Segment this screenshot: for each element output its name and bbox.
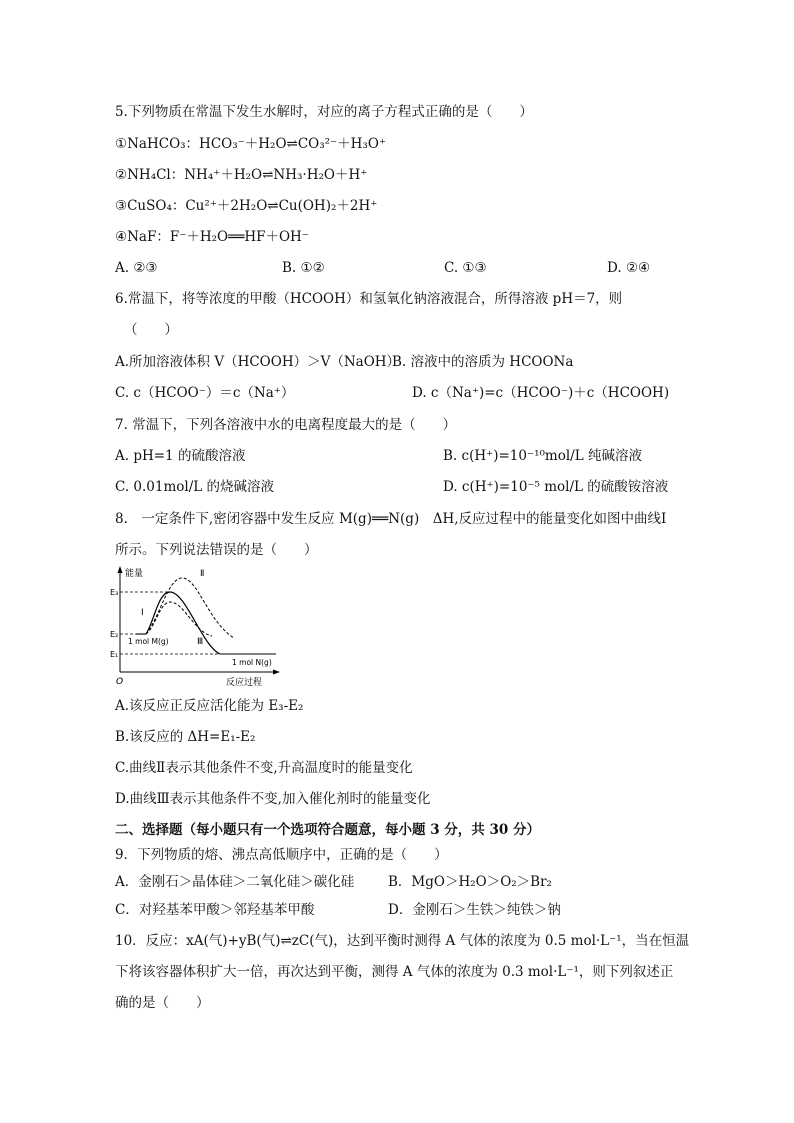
q6-stem-line2: （ ） <box>124 322 178 338</box>
q5-item-2: ②NH₄Cl：NH₄⁺＋H₂O⇌NH₃·H₂O＋H⁺ <box>115 167 368 183</box>
q8-option-a: A.该反应正反应活化能为 E₃-E₂ <box>115 698 304 714</box>
q5-item-3: ③CuSO₄：Cu²⁺＋2H₂O⇌Cu(OH)₂＋2H⁺ <box>115 198 378 214</box>
q5-stem: 5.下列物质在常温下发生水解时，对应的离子方程式正确的是（ ） <box>115 104 533 120</box>
e1-label: E₁ <box>110 650 119 659</box>
y-axis-arrow <box>118 566 123 573</box>
curve-1-label: Ⅰ <box>141 608 144 618</box>
q7-option-d: D. c(H⁺)=10⁻⁵ mol/L 的硫酸铵溶液 <box>443 479 669 495</box>
curve-3 <box>146 602 212 636</box>
q9-option-c: C．对羟基苯甲酸＞邻羟基苯甲酸 <box>115 902 315 918</box>
q5-option-a: A. ②③ <box>115 260 158 276</box>
energy-diagram <box>108 562 280 688</box>
q8-option-c: C.曲线Ⅱ表示其他条件不变,升高温度时的能量变化 <box>115 760 413 776</box>
y-axis-label: 能量 <box>125 569 144 579</box>
e2-label: E₂ <box>110 630 119 639</box>
q7-option-a: A. pH=1 的硫酸溶液 <box>115 448 246 464</box>
product-label: 1 mol N(g) <box>232 658 272 667</box>
q9-option-d: D．金刚石＞生铁＞纯铁＞钠 <box>388 902 561 918</box>
e3-label: E₃ <box>110 588 119 597</box>
q9-stem: 9．下列物质的熔、沸点高低顺序中，正确的是（ ） <box>115 847 448 863</box>
q10-line1: 10．反应：xA(气)+yB(气)⇌zC(气)，达到平衡时测得 A 气体的浓度为 0.5 mol·L⁻¹，当在恒温 <box>115 933 690 949</box>
q9-option-b: B．MgO＞H₂O＞O₂＞Br₂ <box>388 874 552 890</box>
x-axis-arrow <box>273 670 280 675</box>
q6-option-a: A.所加溶液体积 V（HCOOH）＞V（NaOH） <box>115 354 401 370</box>
q6-stem-line1: 6.常温下，将等浓度的甲酸（HCOOH）和氢氧化钠溶液混合，所得溶液 pH＝7，则 <box>115 291 623 307</box>
q6-option-c: C. c（HCOO⁻）＝c（Na⁺） <box>115 385 295 401</box>
q5-option-c: C. ①③ <box>444 260 487 276</box>
q5-option-b: B. ①② <box>282 260 325 276</box>
q7-stem: 7. 常温下，下列各溶液中水的电离程度最大的是（ ） <box>115 417 457 433</box>
q8-option-b: B.该反应的 ΔH=E₁-E₂ <box>115 729 256 745</box>
q7-option-b: B. c(H⁺)=10⁻¹⁰mol/L 纯碱溶液 <box>443 448 642 464</box>
q10-line3: 确的是（ ） <box>115 995 210 1011</box>
reactant-label: 1 mol M(g) <box>128 637 169 646</box>
x-axis-label: 反应过程 <box>226 678 263 688</box>
q8-option-d: D.曲线Ⅲ表示其他条件不变,加入催化剂时的能量变化 <box>115 791 431 807</box>
curve-2 <box>146 578 234 638</box>
curve-3-label: Ⅲ <box>197 637 204 647</box>
q5-item-1: ①NaHCO₃：HCO₃⁻＋H₂O⇌CO₃²⁻＋H₃O⁺ <box>115 136 387 152</box>
section-2-heading: 二、选择题（每小题只有一个选项符合题意，每小题 3 分，共 30 分） <box>115 822 540 838</box>
q5-item-4: ④NaF：F⁻＋H₂O══HF＋OH⁻ <box>115 229 309 245</box>
q8-stem-line2: 所示。下列说法错误的是（ ） <box>115 542 318 558</box>
q5-option-d: D. ②④ <box>607 260 651 276</box>
curve-2-label: Ⅱ <box>200 569 205 579</box>
q10-line2: 下将该容器体积扩大一倍，再次达到平衡，测得 A 气体的浓度为 0.3 mol·L⁻¹，则下列叙述正 <box>115 964 674 980</box>
q8-stem-line1: 8. 一定条件下,密闭容器中发生反应 M(g)══N(g) ΔH,反应过程中的能量变化如图中曲线Ⅰ <box>115 511 667 527</box>
q9-option-a: A．金刚石＞晶体硅＞二氧化硅＞碳化硅 <box>115 874 355 890</box>
origin-label: O <box>116 677 124 687</box>
q7-option-c: C. 0.01mol/L 的烧碱溶液 <box>115 479 275 495</box>
q6-option-d: D. c（Na⁺)=c（HCOO⁻)＋c（HCOOH) <box>412 385 670 401</box>
q6-option-b: B. 溶液中的溶质为 HCOONa <box>392 354 574 370</box>
